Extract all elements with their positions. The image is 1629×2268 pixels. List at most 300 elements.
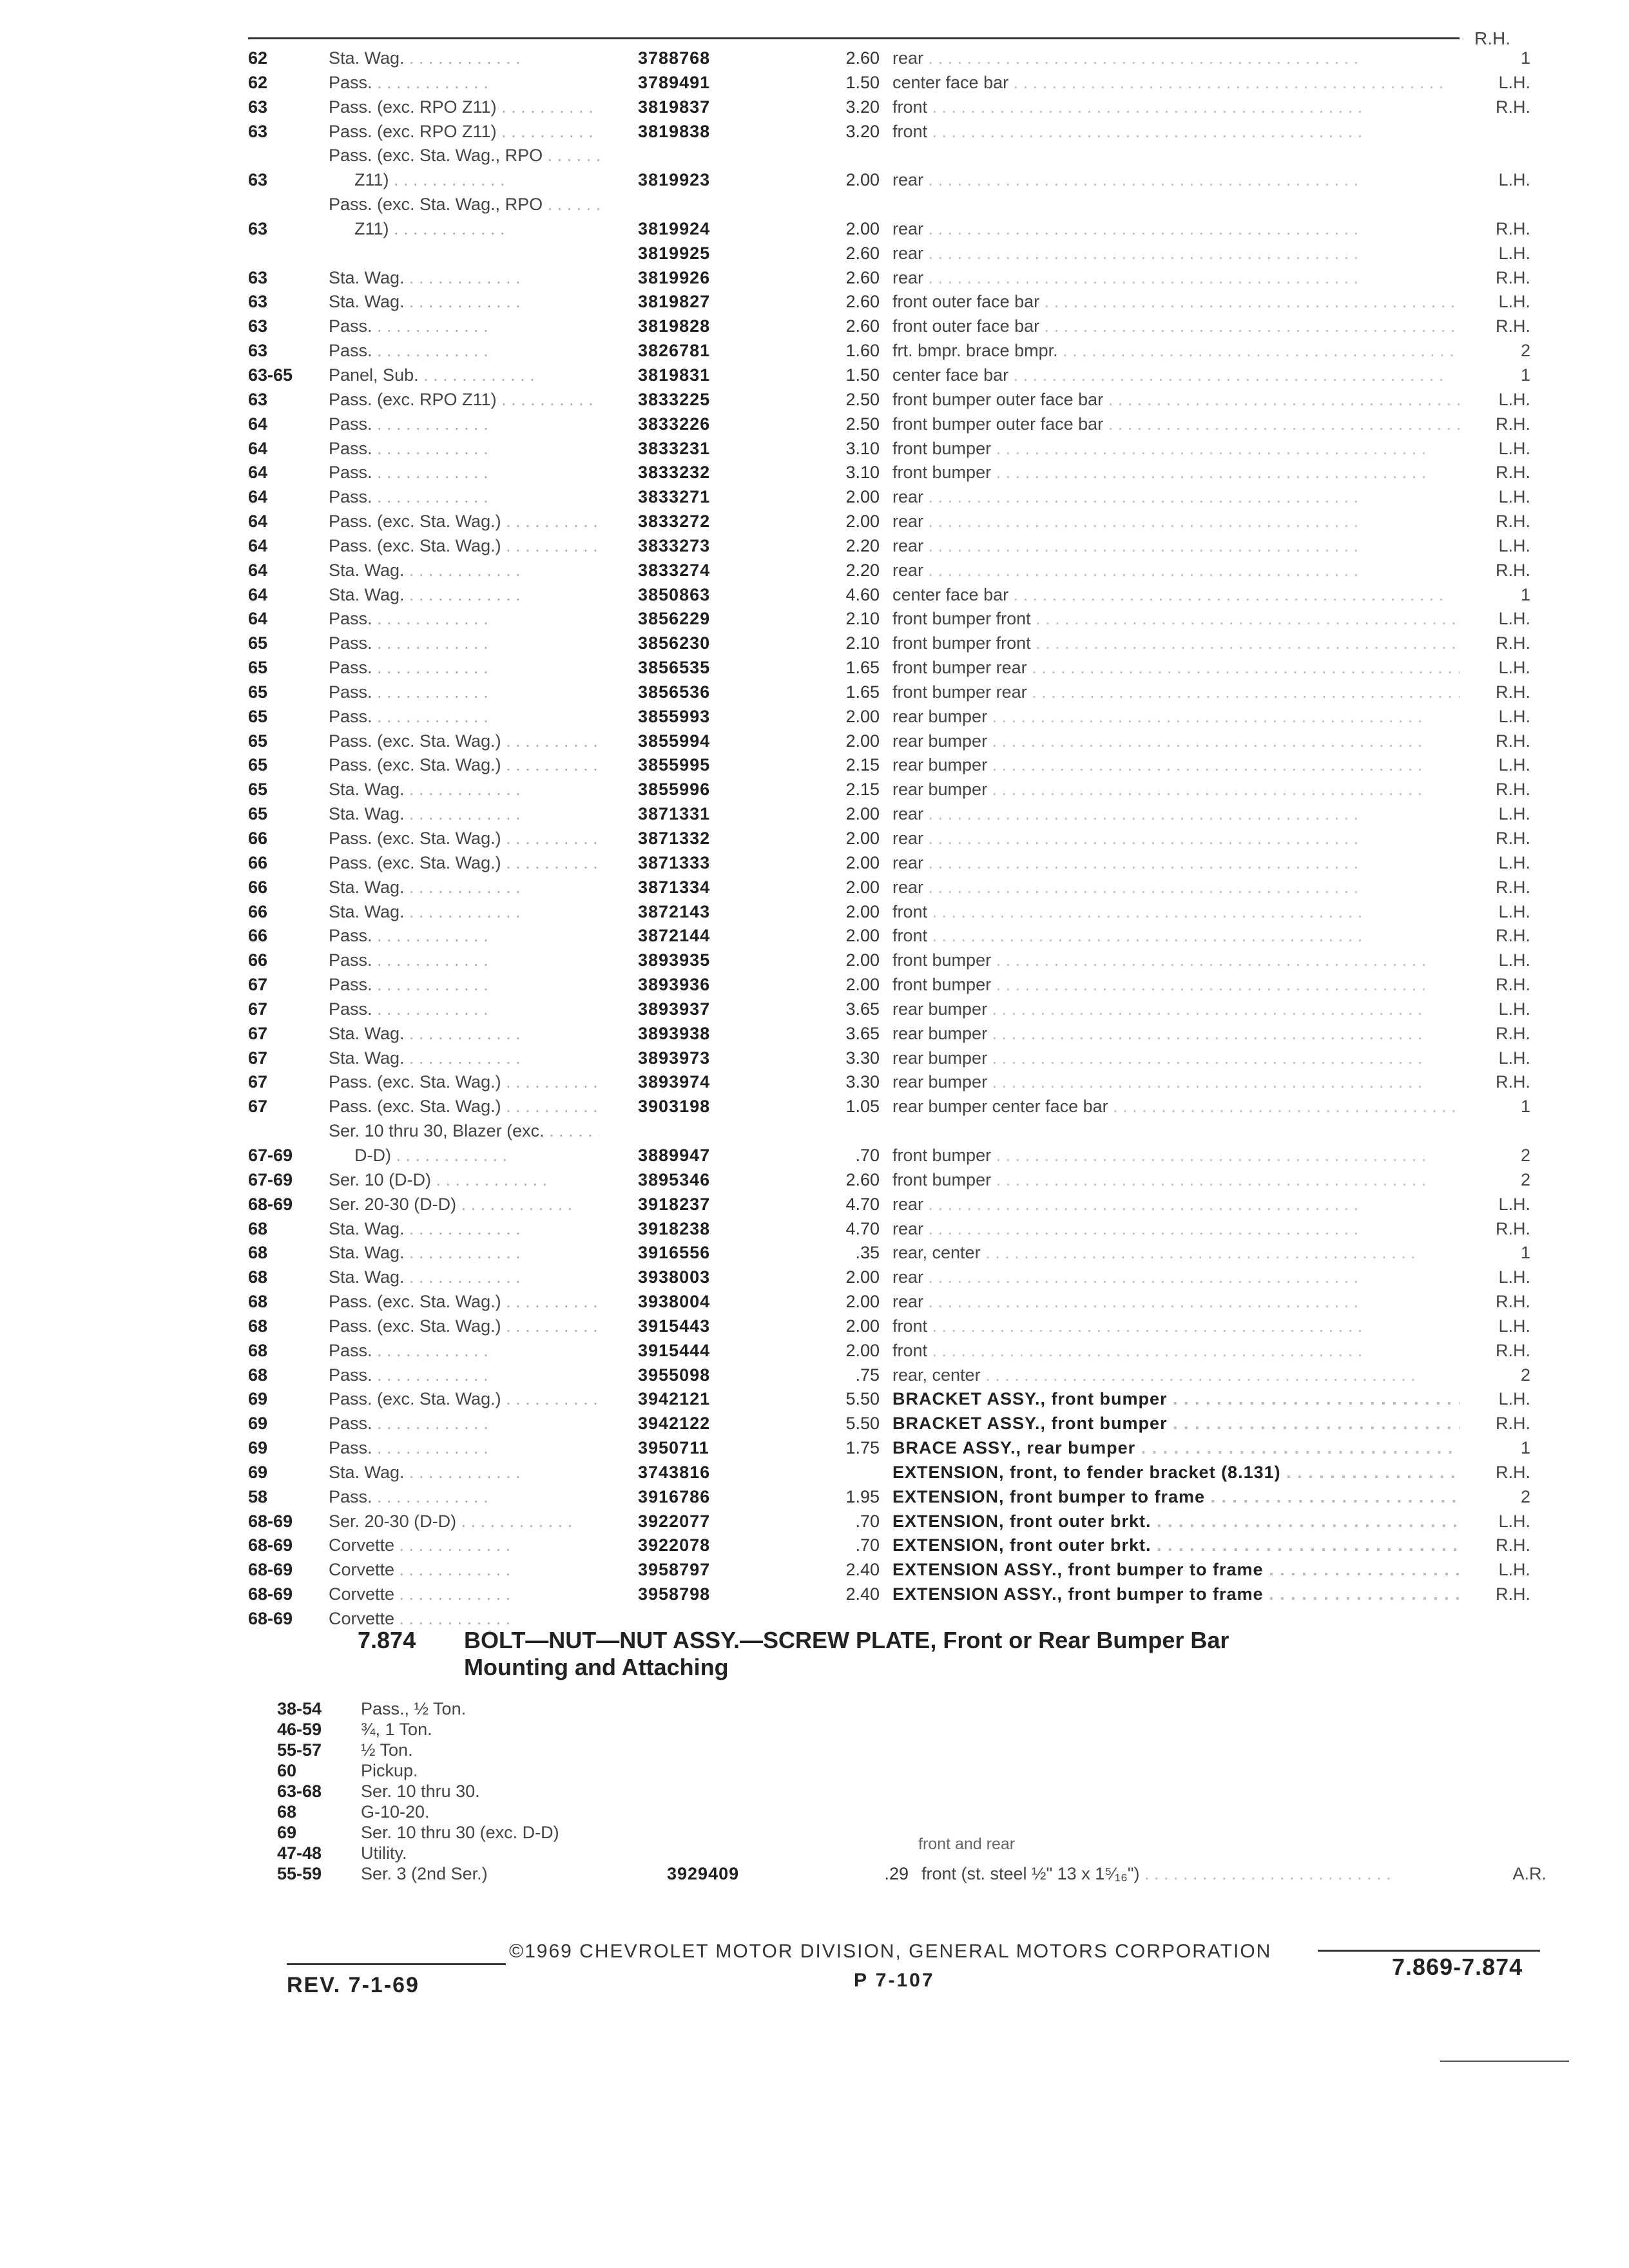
model-name: Corvette . . . xyxy=(329,1582,599,1607)
side-or-quantity: R.H. xyxy=(1496,1535,1530,1555)
price: 2.20 xyxy=(845,560,880,580)
table-row xyxy=(248,1339,1530,1363)
model-year: 64 xyxy=(248,512,268,532)
table-row xyxy=(248,1241,1530,1265)
model-name: Pass. (exc. Sta. Wag.) . . . xyxy=(329,1290,599,1314)
table-row xyxy=(248,144,1530,193)
price: 2.00 xyxy=(845,1340,880,1360)
table-row xyxy=(248,997,1530,1022)
table-row xyxy=(248,559,1530,583)
part-number: 3826781 xyxy=(638,341,711,361)
side-or-quantity: A.R. xyxy=(1512,1864,1547,1883)
model-cell xyxy=(329,948,599,973)
top-rule xyxy=(248,37,1460,39)
model-cell xyxy=(329,1461,599,1485)
part-number: 3893935 xyxy=(638,950,711,970)
model-name: Pass. (exc. Sta. Wag.) . . . xyxy=(329,851,599,876)
model-name: Pass. . . . xyxy=(329,1339,599,1363)
table-row xyxy=(248,1070,1530,1095)
part-number: 3938003 xyxy=(638,1267,711,1287)
model-year: 68 xyxy=(277,1802,297,1821)
table-row xyxy=(248,631,1530,656)
description: front bumper . . . xyxy=(892,973,1460,997)
price: 2.20 xyxy=(845,535,880,555)
table-row xyxy=(248,339,1530,363)
description: front . . . xyxy=(892,120,1460,144)
side-or-quantity: L.H. xyxy=(1498,1267,1530,1287)
group-heading xyxy=(358,1627,1550,1681)
description: front bumper . . . xyxy=(892,461,1460,485)
model-name: Pass. . . . xyxy=(329,631,599,656)
model-year: 68 xyxy=(248,1365,268,1385)
model-name: Ser. 10 thru 30 (exc. D-D) xyxy=(361,1823,559,1842)
side-or-quantity: 1 xyxy=(1520,48,1530,68)
description: rear bumper center face bar . . . xyxy=(892,1095,1460,1119)
table-row xyxy=(248,1265,1530,1290)
part-number: 3856229 xyxy=(638,609,711,629)
model-cell xyxy=(329,1046,599,1071)
part-number: 3855996 xyxy=(638,780,711,800)
part-number: 3833232 xyxy=(638,463,711,483)
side-or-quantity: L.H. xyxy=(1498,487,1530,507)
price: 2.00 xyxy=(845,804,880,824)
description: front bumper outer face bar . . . xyxy=(892,412,1460,437)
description: front . . . xyxy=(892,1339,1460,1363)
model-cell xyxy=(329,363,599,388)
model-cell xyxy=(329,1533,599,1558)
model-name-continued: Z11) . . . xyxy=(329,217,599,242)
model-cell xyxy=(329,1558,599,1582)
part-number: 3950711 xyxy=(638,1438,709,1458)
description: front . . . xyxy=(892,1314,1460,1339)
price: 2.60 xyxy=(845,48,880,68)
part-number: 3819926 xyxy=(638,267,711,287)
table-row xyxy=(248,1582,1530,1607)
model-year: 63 xyxy=(248,292,268,312)
model-year: 66 xyxy=(248,901,268,921)
model-name: Ser. 10 (D-D) . . . xyxy=(329,1168,599,1193)
table-row xyxy=(248,1217,1530,1242)
table-row xyxy=(248,656,1530,680)
description: BRACKET ASSY., front bumper . . . xyxy=(892,1412,1460,1436)
part-number: 3819827 xyxy=(638,292,711,312)
model-year: 67 xyxy=(248,1023,268,1043)
model-year: 69 xyxy=(248,1414,268,1434)
model-year: 68-69 xyxy=(248,1194,293,1214)
price: 2.15 xyxy=(845,755,880,775)
part-number: 3915444 xyxy=(638,1340,711,1360)
side-or-quantity: L.H. xyxy=(1498,950,1530,970)
description: front bumper front . . . xyxy=(892,631,1460,656)
description: rear, center . . . xyxy=(892,1363,1460,1388)
model-cell xyxy=(329,900,599,925)
model-name: Pass. (exc. Sta. Wag., RPO . . . xyxy=(329,144,599,168)
side-or-quantity: 2 xyxy=(1520,1365,1530,1385)
price: 2.00 xyxy=(845,706,880,726)
side-or-quantity: L.H. xyxy=(1498,609,1530,629)
part-number: 3856536 xyxy=(638,682,711,702)
description: center face bar . . . xyxy=(892,583,1460,608)
model-cell xyxy=(329,437,599,461)
price: 2.40 xyxy=(845,1560,880,1580)
table-row xyxy=(248,827,1530,851)
model-name: Pass. . . . xyxy=(329,973,599,997)
price: 1.60 xyxy=(845,341,880,361)
price: 1.50 xyxy=(845,365,880,385)
side-or-quantity: L.H. xyxy=(1498,706,1530,726)
model-cell xyxy=(329,388,599,412)
model-name: Ser. 10 thru 30, Blazer (exc. . . . xyxy=(329,1119,599,1144)
model-cell xyxy=(329,680,599,705)
model-cell xyxy=(329,266,599,291)
side-or-quantity: R.H. xyxy=(1496,877,1530,897)
model-name: Pass. (exc. Sta. Wag.) . . . xyxy=(329,1070,599,1095)
price: .35 xyxy=(855,1243,880,1263)
model-year: 67-69 xyxy=(248,1145,293,1165)
side-or-quantity: L.H. xyxy=(1498,999,1530,1019)
price: 1.05 xyxy=(845,1097,880,1117)
table-row xyxy=(248,1461,1530,1485)
description: rear . . . xyxy=(892,827,1460,851)
table-row xyxy=(248,729,1530,754)
part-number: 3856535 xyxy=(638,658,711,678)
side-or-quantity: L.H. xyxy=(1498,1194,1530,1214)
price: .29 xyxy=(884,1864,909,1883)
model-cell xyxy=(329,1119,599,1168)
side-or-quantity: R.H. xyxy=(1496,218,1530,238)
table-row xyxy=(248,71,1530,95)
list-item xyxy=(277,1719,1547,1740)
list-item xyxy=(277,1760,1547,1781)
model-cell xyxy=(329,1387,599,1412)
side-or-quantity: R.H. xyxy=(1496,1218,1530,1238)
side-or-quantity: R.H. xyxy=(1496,97,1530,117)
section-range: 7.869-7.874 xyxy=(1392,1954,1523,1980)
price: 2.00 xyxy=(845,829,880,848)
description: rear . . . xyxy=(892,876,1460,900)
model-name: Pass. . . . xyxy=(329,71,599,95)
model-year: 63 xyxy=(248,170,268,190)
table-row xyxy=(248,1485,1530,1510)
top-right-label: R.H. xyxy=(1474,28,1510,48)
model-cell xyxy=(329,1363,599,1388)
part-number: 3955098 xyxy=(638,1365,711,1385)
part-number: 3889947 xyxy=(638,1145,711,1165)
model-name: Pass. (exc. Sta. Wag.) . . . xyxy=(329,827,599,851)
description: front outer face bar . . . xyxy=(892,314,1460,339)
list-item xyxy=(277,1843,1547,1863)
model-cell xyxy=(329,1070,599,1095)
description: rear . . . xyxy=(892,534,1460,559)
description: center face bar . . . xyxy=(892,71,1460,95)
side-or-quantity: L.H. xyxy=(1498,658,1530,678)
price: 5.50 xyxy=(845,1414,880,1434)
model-name: Pass. . . . xyxy=(329,1412,599,1436)
side-or-quantity: R.H. xyxy=(1496,1462,1530,1482)
description: frt. bmpr. brace bmpr. . . . xyxy=(892,339,1460,363)
model-cell xyxy=(329,656,599,680)
price: 2.10 xyxy=(845,609,880,629)
model-year: 68 xyxy=(248,1316,268,1336)
model-name: Pass. . . . xyxy=(329,1363,599,1388)
price: .70 xyxy=(855,1145,880,1165)
price: 4.70 xyxy=(845,1218,880,1238)
table-row xyxy=(248,46,1530,71)
model-name: Sta. Wag. . . . xyxy=(329,1217,599,1242)
side-or-quantity: R.H. xyxy=(1496,682,1530,702)
model-name: Pass. (exc. RPO Z11) . . . xyxy=(329,120,599,144)
table-row xyxy=(248,705,1530,729)
model-cell xyxy=(329,802,599,827)
model-name: Sta. Wag. . . . xyxy=(329,1461,599,1485)
description: front bumper outer face bar . . . xyxy=(892,388,1460,412)
part-number: 3855993 xyxy=(638,706,711,726)
part-number: 3788768 xyxy=(638,48,711,68)
model-year: 68-69 xyxy=(248,1609,293,1628)
list-item xyxy=(277,1698,1547,1719)
part-number: 3819837 xyxy=(638,97,711,117)
table-row xyxy=(248,924,1530,948)
price: 2.60 xyxy=(845,316,880,336)
model-name: Pass. (exc. Sta. Wag.) . . . xyxy=(329,510,599,534)
model-name: Pass. (exc. Sta. Wag.) . . . xyxy=(329,729,599,754)
model-year: 66 xyxy=(248,829,268,848)
table-row xyxy=(248,778,1530,802)
model-cell xyxy=(329,71,599,95)
description: front bumper . . . xyxy=(892,437,1460,461)
model-cell xyxy=(329,583,599,608)
description: rear . . . xyxy=(892,559,1460,583)
part-number: 3819925 xyxy=(638,243,711,263)
model-year: 67 xyxy=(248,1097,268,1117)
model-cell xyxy=(329,997,599,1022)
model-cell xyxy=(329,314,599,339)
table-row xyxy=(248,290,1530,314)
model-year: 67-69 xyxy=(248,1169,293,1189)
model-name: G-10-20. xyxy=(361,1802,430,1821)
description: EXTENSION ASSY., front bumper to frame . . . xyxy=(892,1558,1460,1582)
table-row xyxy=(248,485,1530,510)
side-or-quantity: R.H. xyxy=(1496,975,1530,995)
description: rear . . . xyxy=(892,168,1460,193)
model-name: Sta. Wag. . . . xyxy=(329,876,599,900)
model-year: 65 xyxy=(248,658,268,678)
model-cell xyxy=(329,631,599,656)
part-number: 3916786 xyxy=(638,1486,711,1506)
group-number: 7.874 xyxy=(358,1627,416,1653)
model-year: 65 xyxy=(248,682,268,702)
part-number: 3789491 xyxy=(638,72,711,92)
description: rear bumper . . . xyxy=(892,753,1460,778)
model-year: 65 xyxy=(248,804,268,824)
model-year: 68-69 xyxy=(248,1584,293,1604)
description: rear bumper . . . xyxy=(892,1022,1460,1046)
side-or-quantity: R.H. xyxy=(1496,512,1530,532)
model-year: 64 xyxy=(248,414,268,434)
model-year: 63 xyxy=(248,218,268,238)
side-or-quantity: 2 xyxy=(1520,1486,1530,1506)
model-name: Pickup. xyxy=(361,1761,418,1780)
model-year: 62 xyxy=(248,72,268,92)
model-cell xyxy=(329,1168,599,1193)
table-row xyxy=(248,510,1530,534)
part-number: 3850863 xyxy=(638,584,711,604)
price: 2.00 xyxy=(845,901,880,921)
table-row xyxy=(248,120,1530,144)
price: 2.00 xyxy=(845,852,880,872)
model-cell xyxy=(329,1193,599,1217)
description: front bumper front . . . xyxy=(892,607,1460,631)
model-name: Pass. . . . xyxy=(329,1485,599,1510)
part-number: 3918238 xyxy=(638,1218,711,1238)
table-row xyxy=(248,266,1530,291)
price: 2.00 xyxy=(845,950,880,970)
model-cell xyxy=(329,290,599,314)
side-or-quantity: R.H. xyxy=(1496,1072,1530,1092)
side-or-quantity: 1 xyxy=(1520,1438,1530,1458)
side-or-quantity: L.H. xyxy=(1498,1511,1530,1531)
side-or-quantity: R.H. xyxy=(1496,316,1530,336)
part-number: 3833225 xyxy=(638,389,711,409)
part-number: 3833273 xyxy=(638,535,711,555)
side-or-quantity: L.H. xyxy=(1498,901,1530,921)
part-number: 3922077 xyxy=(638,1511,711,1531)
table-row xyxy=(248,1558,1530,1582)
part-number: 3819831 xyxy=(638,365,711,385)
model-name: Pass. (exc. Sta. Wag.) . . . xyxy=(329,1387,599,1412)
part-number: 3872143 xyxy=(638,901,711,921)
description: rear bumper . . . xyxy=(892,705,1460,729)
model-cell xyxy=(329,339,599,363)
part-number: 3871333 xyxy=(638,852,711,872)
page-number: P 7-107 xyxy=(854,1970,935,1991)
description: rear . . . xyxy=(892,851,1460,876)
part-number: 3871331 xyxy=(638,804,711,824)
price: 3.30 xyxy=(845,1072,880,1092)
model-name: Sta. Wag. . . . xyxy=(329,900,599,925)
price: 2.60 xyxy=(845,1169,880,1189)
part-number: 3922078 xyxy=(638,1535,711,1555)
description: EXTENSION, front bumper to frame . . . xyxy=(892,1485,1460,1510)
model-year: 68 xyxy=(248,1218,268,1238)
model-year: 67 xyxy=(248,1072,268,1092)
model-year: 47-48 xyxy=(277,1843,322,1863)
price: 2.00 xyxy=(845,218,880,238)
model-name: Pass. . . . xyxy=(329,314,599,339)
model-cell xyxy=(329,193,599,242)
model-year: 69 xyxy=(248,1462,268,1482)
model-name: Pass. . . . xyxy=(329,437,599,461)
model-year: 63 xyxy=(248,389,268,409)
description: rear . . . xyxy=(892,1217,1460,1242)
price: 2.10 xyxy=(845,633,880,653)
side-or-quantity: 2 xyxy=(1520,341,1530,361)
list-item xyxy=(277,1822,1547,1843)
side-or-quantity: L.H. xyxy=(1498,852,1530,872)
model-year: 65 xyxy=(248,633,268,653)
side-or-quantity: R.H. xyxy=(1496,780,1530,800)
model-year: 68 xyxy=(248,1292,268,1312)
description: rear . . . xyxy=(892,485,1460,510)
model-cell xyxy=(329,876,599,900)
part-number: 3833231 xyxy=(638,438,711,458)
price: .70 xyxy=(855,1511,880,1531)
model-name: Pass., ½ Ton. xyxy=(361,1699,467,1718)
model-cell xyxy=(329,46,599,71)
model-cell xyxy=(329,827,599,851)
price: 2.50 xyxy=(845,389,880,409)
model-cell xyxy=(329,753,599,778)
part-number: 3743816 xyxy=(638,1462,711,1482)
model-year: 66 xyxy=(248,877,268,897)
description: EXTENSION ASSY., front bumper to frame . . . xyxy=(892,1582,1460,1607)
model-year: 64 xyxy=(248,560,268,580)
side-or-quantity: 1 xyxy=(1520,584,1530,604)
price: 1.50 xyxy=(845,72,880,92)
table-row xyxy=(248,1510,1530,1534)
price: 3.20 xyxy=(845,97,880,117)
model-name: Corvette . . . xyxy=(329,1533,599,1558)
model-cell xyxy=(329,510,599,534)
part-number: 3895346 xyxy=(638,1169,711,1189)
model-name: Sta. Wag. . . . xyxy=(329,778,599,802)
model-year: 38-54 xyxy=(277,1699,322,1718)
model-name: Pass. (exc. Sta. Wag., RPO . . . xyxy=(329,193,599,217)
part-number: 3942122 xyxy=(638,1414,711,1434)
side-or-quantity: R.H. xyxy=(1496,731,1530,751)
price: 2.00 xyxy=(845,1316,880,1336)
model-name: Ser. 10 thru 30. xyxy=(361,1782,480,1801)
model-cell xyxy=(329,1339,599,1363)
side-or-quantity: R.H. xyxy=(1496,414,1530,434)
price: 2.00 xyxy=(845,877,880,897)
model-cell xyxy=(329,1436,599,1461)
model-name: Pass. (exc. Sta. Wag.) . . . xyxy=(329,1314,599,1339)
model-year: 68-69 xyxy=(248,1560,293,1580)
description: rear . . . xyxy=(892,266,1460,291)
price: 5.50 xyxy=(845,1389,880,1409)
price: 2.00 xyxy=(845,1267,880,1287)
model-name: Pass. . . . xyxy=(329,680,599,705)
price: 2.15 xyxy=(845,780,880,800)
description: center face bar . . . xyxy=(892,363,1460,388)
table-row xyxy=(248,1022,1530,1046)
description: front outer face bar . . . xyxy=(892,290,1460,314)
table-row xyxy=(248,876,1530,900)
side-or-quantity: R.H. xyxy=(1496,1023,1530,1043)
part-number: 3833226 xyxy=(638,414,711,434)
model-cell xyxy=(329,1314,599,1339)
model-name: Pass. . . . xyxy=(329,607,599,631)
side-or-quantity: 1 xyxy=(1520,1243,1530,1263)
table-row xyxy=(248,1533,1530,1558)
part-number: 3942121 xyxy=(638,1389,711,1409)
price: 2.00 xyxy=(845,487,880,507)
table-row xyxy=(248,607,1530,631)
side-or-quantity: R.H. xyxy=(1496,829,1530,848)
description: rear . . . xyxy=(892,46,1460,71)
part-number: 3903198 xyxy=(638,1097,711,1117)
price: 3.10 xyxy=(845,438,880,458)
description: rear . . . xyxy=(892,1265,1460,1290)
part-number: 3833272 xyxy=(638,512,711,532)
model-year: 63 xyxy=(248,267,268,287)
price: 3.30 xyxy=(845,1048,880,1068)
price: .75 xyxy=(855,1365,880,1385)
model-year: 63 xyxy=(248,341,268,361)
price: 2.50 xyxy=(845,414,880,434)
model-year: 69 xyxy=(248,1438,268,1458)
